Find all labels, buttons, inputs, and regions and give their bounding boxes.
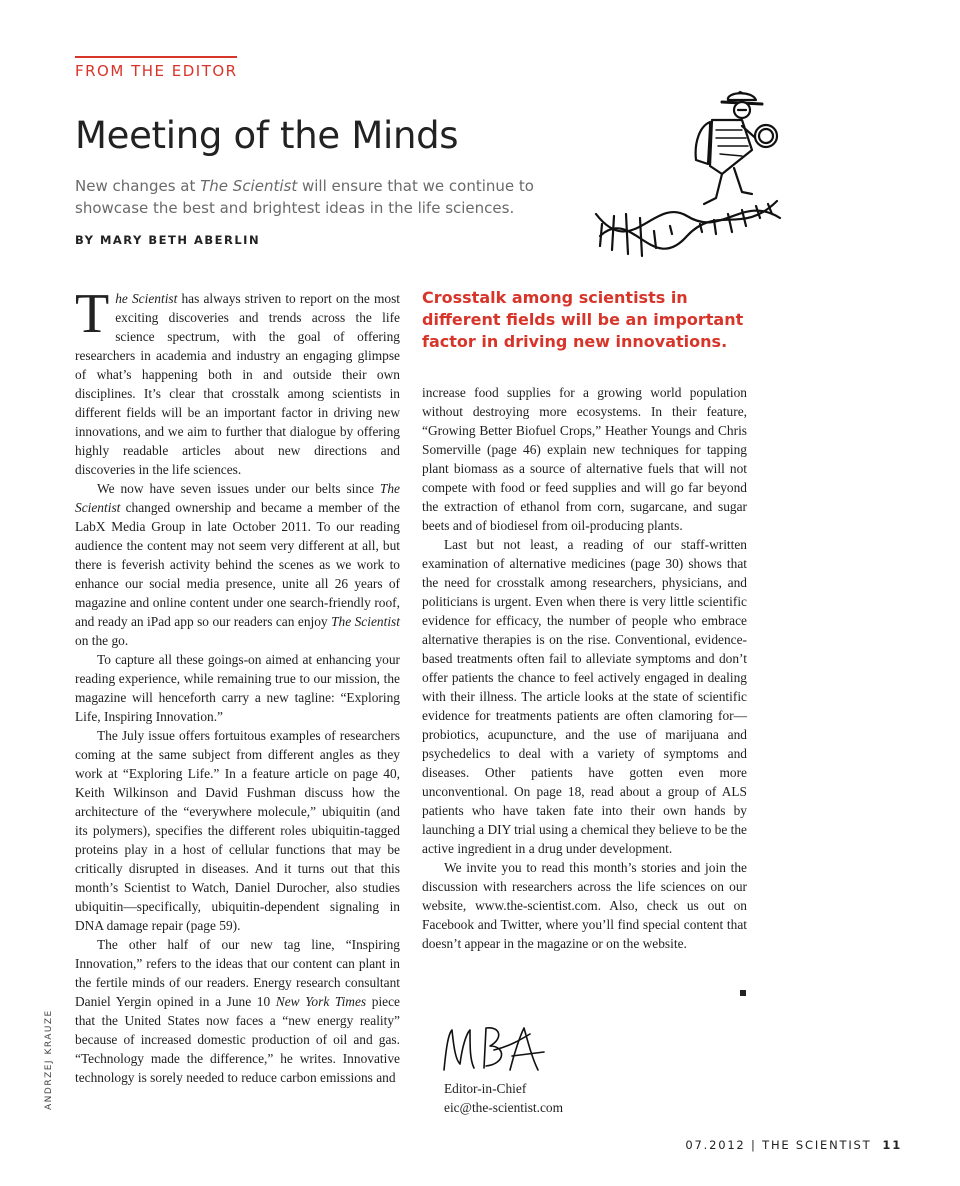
deck-text-rest: will ensure that we continue to showcase the best and brightest ideas in the life sciences. <box>75 177 534 217</box>
deck <box>75 175 595 219</box>
editor-signature <box>440 1020 550 1076</box>
paragraph-text: piece that the United States now faces a “new energy reality” because of increased domestic production of oil and gas. “Technology made the difference,” he writes. Innovative technology is sorely needed to reduce carbon emissions and <box>75 994 400 1085</box>
article-paragraph: The July issue offers fortuitous examples of researchers coming at the same subject from different angles as they work at “Exploring Life.” In a feature article on page 40, Keith Wilkinson and David Fushman discuss how the architecture of the “everywhere molecule,” ubiquitin (and its polymers), specifies the different roles ubiquitin-tagged proteins play in a host of cellular functions that may be critically disrupted in diseases. And it turns out that this month’s Scientist to Watch, Daniel Durocher, also studies ubiquitin—specifically, ubiquitin-dependent signaling in DNA damage repair (page 59). <box>75 728 400 933</box>
article-paragraph <box>75 479 400 650</box>
paragraph-text: The other half of our new tag line, “Inspiring Innovation,” refers to the ideas that our content can plant in the fertile minds of our readers. Energy research consultant Daniel Yergin opined in a June 10 <box>75 937 400 1009</box>
article-column-2 <box>422 383 747 953</box>
page-number: 11 <box>882 1138 902 1152</box>
paragraph-text: changed ownership and became a member of the LabX Media Group in late October 2011. To our reading audience the content may not seem very different at all, but there is feverish activity behind the scenes as we work to enhance our social media presence, unite all 26 years of magazine and online content under one search-friendly roof, and ready an iPad app so our readers can enjoy <box>75 500 400 629</box>
paragraph-text: on the go. <box>75 633 129 648</box>
article-paragraph: We invite you to read this month’s stories and join the discussion with researchers across the life sciences on our website, www.the-scientist.com. Also, check us out on Facebook and Twitter, where you’ll find special content that doesn’t appear in the magazine or on the website. <box>422 860 747 951</box>
drop-cap: T <box>75 283 110 345</box>
paragraph-text: We now have seven issues under our belts since <box>97 481 380 496</box>
magazine-name: he Scientist <box>115 291 178 306</box>
illustration-credit: ANDRZEJ KRAUZE <box>44 1009 54 1110</box>
byline: BY MARY BETH ABERLIN <box>75 233 261 247</box>
explorer-on-dna-illustration <box>592 86 782 282</box>
magazine-name: The Scientist <box>331 614 400 629</box>
article-paragraph <box>75 283 400 479</box>
deck-magazine-name: The Scientist <box>200 177 298 195</box>
page-folio <box>685 1138 902 1152</box>
section-rule <box>75 56 237 58</box>
article-paragraph: Last but not least, a reading of our staff-written examination of alternative medicines (page 30) shows that the need for crosstalk among researchers, physicians, and politicians is urgent. Even when there is very little scientific evidence for efficacy, the number of people who embrace alternative therapies is on the rise. Conventional, evidence-based treatments often fail to alleviate symptoms and don’t offer patients the chance to feel actively engaged in dealing with their illness. The article looks at the state of scientific evidence for treatments patients are often clamoring for—probiotics, acupuncture, and the use of marijuana and psychedelics to deal with a variety of symptoms and diseases. Other patients have gotten even more unconventional. On page 18, read about a group of ALS patients who have taken fate into their own hands by launching a DIY trial using a chemical they believe to be the active ingredient in a drug under development. <box>422 537 747 856</box>
magazine-name: The Scientist <box>75 481 400 515</box>
paragraph-text: has always striven to report on the most exciting discoveries and trends across the life science spectrum, with the goal of offering researchers in academia and industry an engaging glimpse of what’s happening both in and outside their own disciplines. It’s clear that crosstalk among scientists in different fields will be an important factor in driving new innovations, and we aim to further that dialogue by offering highly readable articles about new directions and discoveries in the life sciences. <box>75 291 400 477</box>
newspaper-name: New York Times <box>275 994 367 1009</box>
end-mark <box>740 990 746 996</box>
signature-block <box>444 1079 563 1117</box>
article-paragraph <box>75 935 400 1087</box>
signature-role: Editor-in-Chief <box>444 1081 527 1096</box>
section-label: FROM THE EDITOR <box>75 62 238 80</box>
article-paragraph: To capture all these goings-on aimed at enhancing your reading experience, while remaining true to our mission, the magazine will henceforth carry a new tagline: “Exploring Life, Inspiring Innovation.” <box>75 652 400 724</box>
folio-issue: 07.2012 | THE SCIENTIST <box>685 1138 872 1152</box>
article-paragraph: increase food supplies for a growing world population without destroying more ecosystems. In their feature, “Growing Better Biofuel Crops,” Heather Youngs and Chris Somerville (page 46) explain new techniques for tapping plant biomass as a source of alternative fuels that will not compete with food or feed supplies and will go far beyond the extraction of ethanol from corn, sugarcane, and sugar beets and of biodiesel from oil-producing plants. <box>422 385 747 533</box>
signature-email: eic@the-scientist.com <box>444 1100 564 1115</box>
pull-quote: Crosstalk among scientists in different fields will be an important factor in driving new innovations. <box>422 288 744 351</box>
page-title: Meeting of the Minds <box>75 114 459 157</box>
article-column-1 <box>75 283 400 1087</box>
deck-text: New changes at <box>75 177 201 195</box>
